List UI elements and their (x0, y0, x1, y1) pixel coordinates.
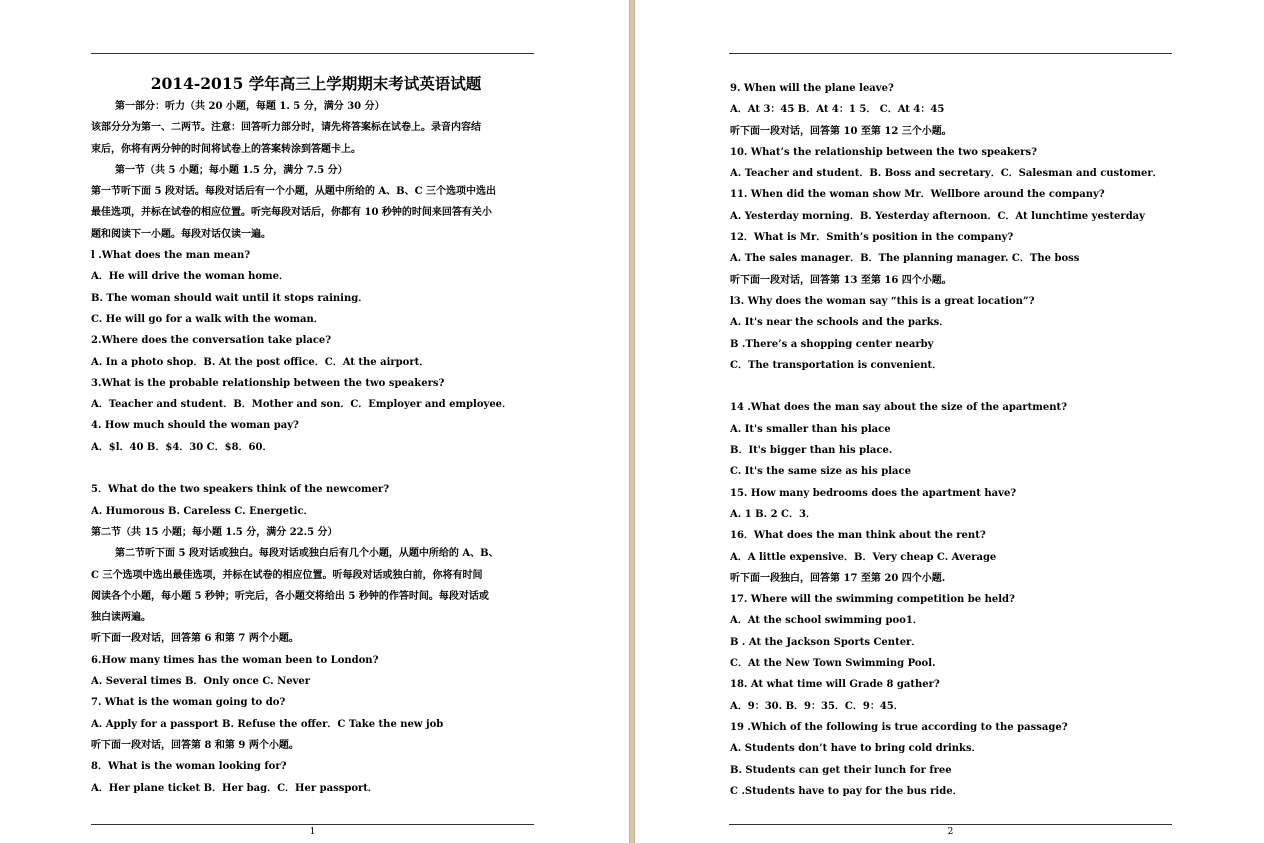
page-number: 1 (309, 827, 316, 837)
text-line: 15. How many bedrooms does the apartment have? (730, 487, 1017, 499)
text-line: B．It's bigger than his place. (730, 445, 893, 457)
text-line: A．At the school swimming poo1． (730, 615, 923, 627)
text-line: 6.How many times has the woman been to London? (91, 654, 379, 666)
text-line: 独白读两遍。 (91, 612, 151, 624)
text-line: 3.What is the probable relationship between the two speakers? (91, 377, 445, 389)
text-line: l3. Why does the woman say “this is a great location”? (730, 295, 1035, 307)
text-line: 阅读各个小题，每小题 5 秒钟；听完后，各小题交将给出 5 秒钟的作答时间。每段对话或 (91, 590, 489, 602)
text-line: C 三个选项中选出最佳选项，并标在试卷的相应位置。听每段对话或独白前，你将有时间 (91, 569, 483, 581)
text-line: C .Students have to pay for the bus ride． (730, 785, 963, 797)
text-line: 听下面一段对话，回答第 6 和第 7 两个小题。 (91, 633, 299, 645)
text-line: C．At the New Town Swimming Pool. (730, 658, 936, 670)
text-line: A. Several times B．Only once C. Never (91, 676, 311, 688)
text-line: 第二节听下面 5 段对话或独白。每段对话或独白后有几个小题，从题中所给的 A、B、 (115, 548, 499, 560)
text-line: 4. How much should the woman pay? (91, 420, 299, 432)
text-line: 听下面一段独白，回答第 17 至第 20 四个小题. (730, 572, 946, 584)
text-line: 8．What is the woman looking for? (91, 761, 287, 773)
header-rule (729, 53, 1172, 54)
text-line: 10. What’s the relationship between the two speakers? (730, 146, 1037, 158)
page-number: 2 (947, 827, 954, 837)
text-line: 9. When will the plane leave? (730, 83, 894, 94)
text-line: 束后，你将有两分钟的时间将试卷上的答案转涂到答题卡上。 (91, 143, 361, 155)
text-line: A. It's smaller than his place (730, 423, 891, 435)
text-line: C. He will go for a walk with the woman． (91, 313, 324, 325)
text-line: A．At 3：45 B．At 4：1 5． C．At 4：45 (730, 104, 945, 116)
text-line: A．$l．40 B．$4．30 C．$8．60． (91, 441, 273, 453)
footer-rule (729, 824, 1172, 825)
text-line: A. The sales manager．B．The planning manager. C．The boss (730, 253, 1080, 265)
blank-line (91, 458, 541, 479)
text-line: 5．What do the two speakers think of the newcomer? (91, 484, 390, 496)
text-line: A. 1 B. 2 C．3． (730, 508, 816, 520)
header-rule (91, 53, 534, 54)
text-line: B. Students can get their lunch for free (730, 764, 952, 776)
document-title: 2014-2015 学年高三上学期期末考试英语试题 (150, 74, 482, 93)
text-line: 16．What does the man think about the rent? (730, 530, 986, 542)
document-page-2 (635, 0, 1264, 843)
text-line: 听下面一段对话，回答第 8 和第 9 两个小题。 (91, 739, 299, 751)
text-line: 最佳选项，并标在试卷的相应位置。听完每段对话后，你都有 10 秒钟的时间来回答有关小 (91, 207, 492, 219)
text-line: C．The transportation is convenient． (730, 359, 943, 371)
text-line: B .There’s a shopping center nearby (730, 338, 934, 350)
text-line: 题和阅读下一小题。每段对话仅读一遍。 (91, 228, 271, 240)
text-line: 19 .Which of the following is true according to the passage? (730, 721, 1068, 733)
text-line: B. The woman should wait until it stops raining． (91, 292, 369, 304)
text-line: l .What does the man mean? (91, 250, 251, 262)
text-line: A．A little expensive．B．Very cheap C. Average (730, 551, 997, 563)
text-line: 2.Where does the conversation take place? (91, 335, 332, 347)
text-line: 14 .What does the man say about the size of the apartment? (730, 402, 1067, 414)
text-line: 第一节听下面 5 段对话。每段对话后有一个小题，从题中所给的 A、B、C 三个选项中选出 (91, 186, 497, 198)
text-line: A. It's near the schools and the parks． (730, 317, 950, 329)
text-line: A. Students don’t have to bring cold drinks． (730, 743, 982, 755)
text-line: A. In a photo shop．B. At the post office．C．At the airport． (91, 356, 430, 368)
text-line: 第二节（共 15 小题；每小题 1.5 分，满分 22.5 分） (91, 526, 338, 538)
text-line: 11. When did the woman show Mr．Wellbore around the company? (730, 189, 1105, 201)
footer-rule (91, 824, 534, 825)
text-line: A．He will drive the woman home． (91, 271, 289, 283)
text-line: A．Teacher and student．B．Mother and son．C．Employer and employee． (91, 399, 513, 411)
text-line: 该部分分为第一、二两节。注意：回答听力部分时，请先将答案标在试卷上。录音内容结 (91, 122, 481, 134)
page-2-content (730, 78, 1180, 802)
text-line: C. It's the same size as his place (730, 466, 911, 478)
text-line: A. Humorous B. Careless C. Energetic． (91, 505, 314, 517)
text-line: 18. At what time will Grade 8 gather? (730, 679, 940, 691)
document-page-1 (0, 0, 629, 843)
page-1-content (91, 72, 541, 799)
text-line: B . At the Jackson Sports Center． (730, 636, 922, 648)
text-line: 第一节（共 5 小题；每小题 1.5 分，满分 7.5 分） (115, 164, 348, 176)
text-line: A. Yesterday morning．B. Yesterday afternoon．C．At lunchtime yesterday (730, 210, 1145, 222)
text-line: A. Apply for a passport B. Refuse the offer．C Take the new job (91, 718, 444, 730)
text-line: 听下面一段对话，回答第 10 至第 12 三个小题。 (730, 125, 952, 137)
text-line: 听下面一段对话，回答第 13 至第 16 四个小题。 (730, 274, 952, 286)
text-line: 12．What is Mr．Smith’s position in the company? (730, 232, 1014, 244)
text-line: A．9：30. B．9：35．C．9：45． (730, 700, 904, 712)
text-line: 17. Where will the swimming competition be held? (730, 594, 1015, 606)
text-line: 7. What is the woman going to do? (91, 697, 286, 709)
text-line: A. Teacher and student．B. Boss and secretary．C．Salesman and customer． (730, 168, 1163, 180)
blank-line (730, 376, 1180, 397)
text-line: 第一部分：听力（共 20 小题，每题 1. 5 分，满分 30 分） (115, 101, 385, 112)
text-line: A．Her plane ticket B．Her bag．C．Her passport． (91, 782, 378, 794)
